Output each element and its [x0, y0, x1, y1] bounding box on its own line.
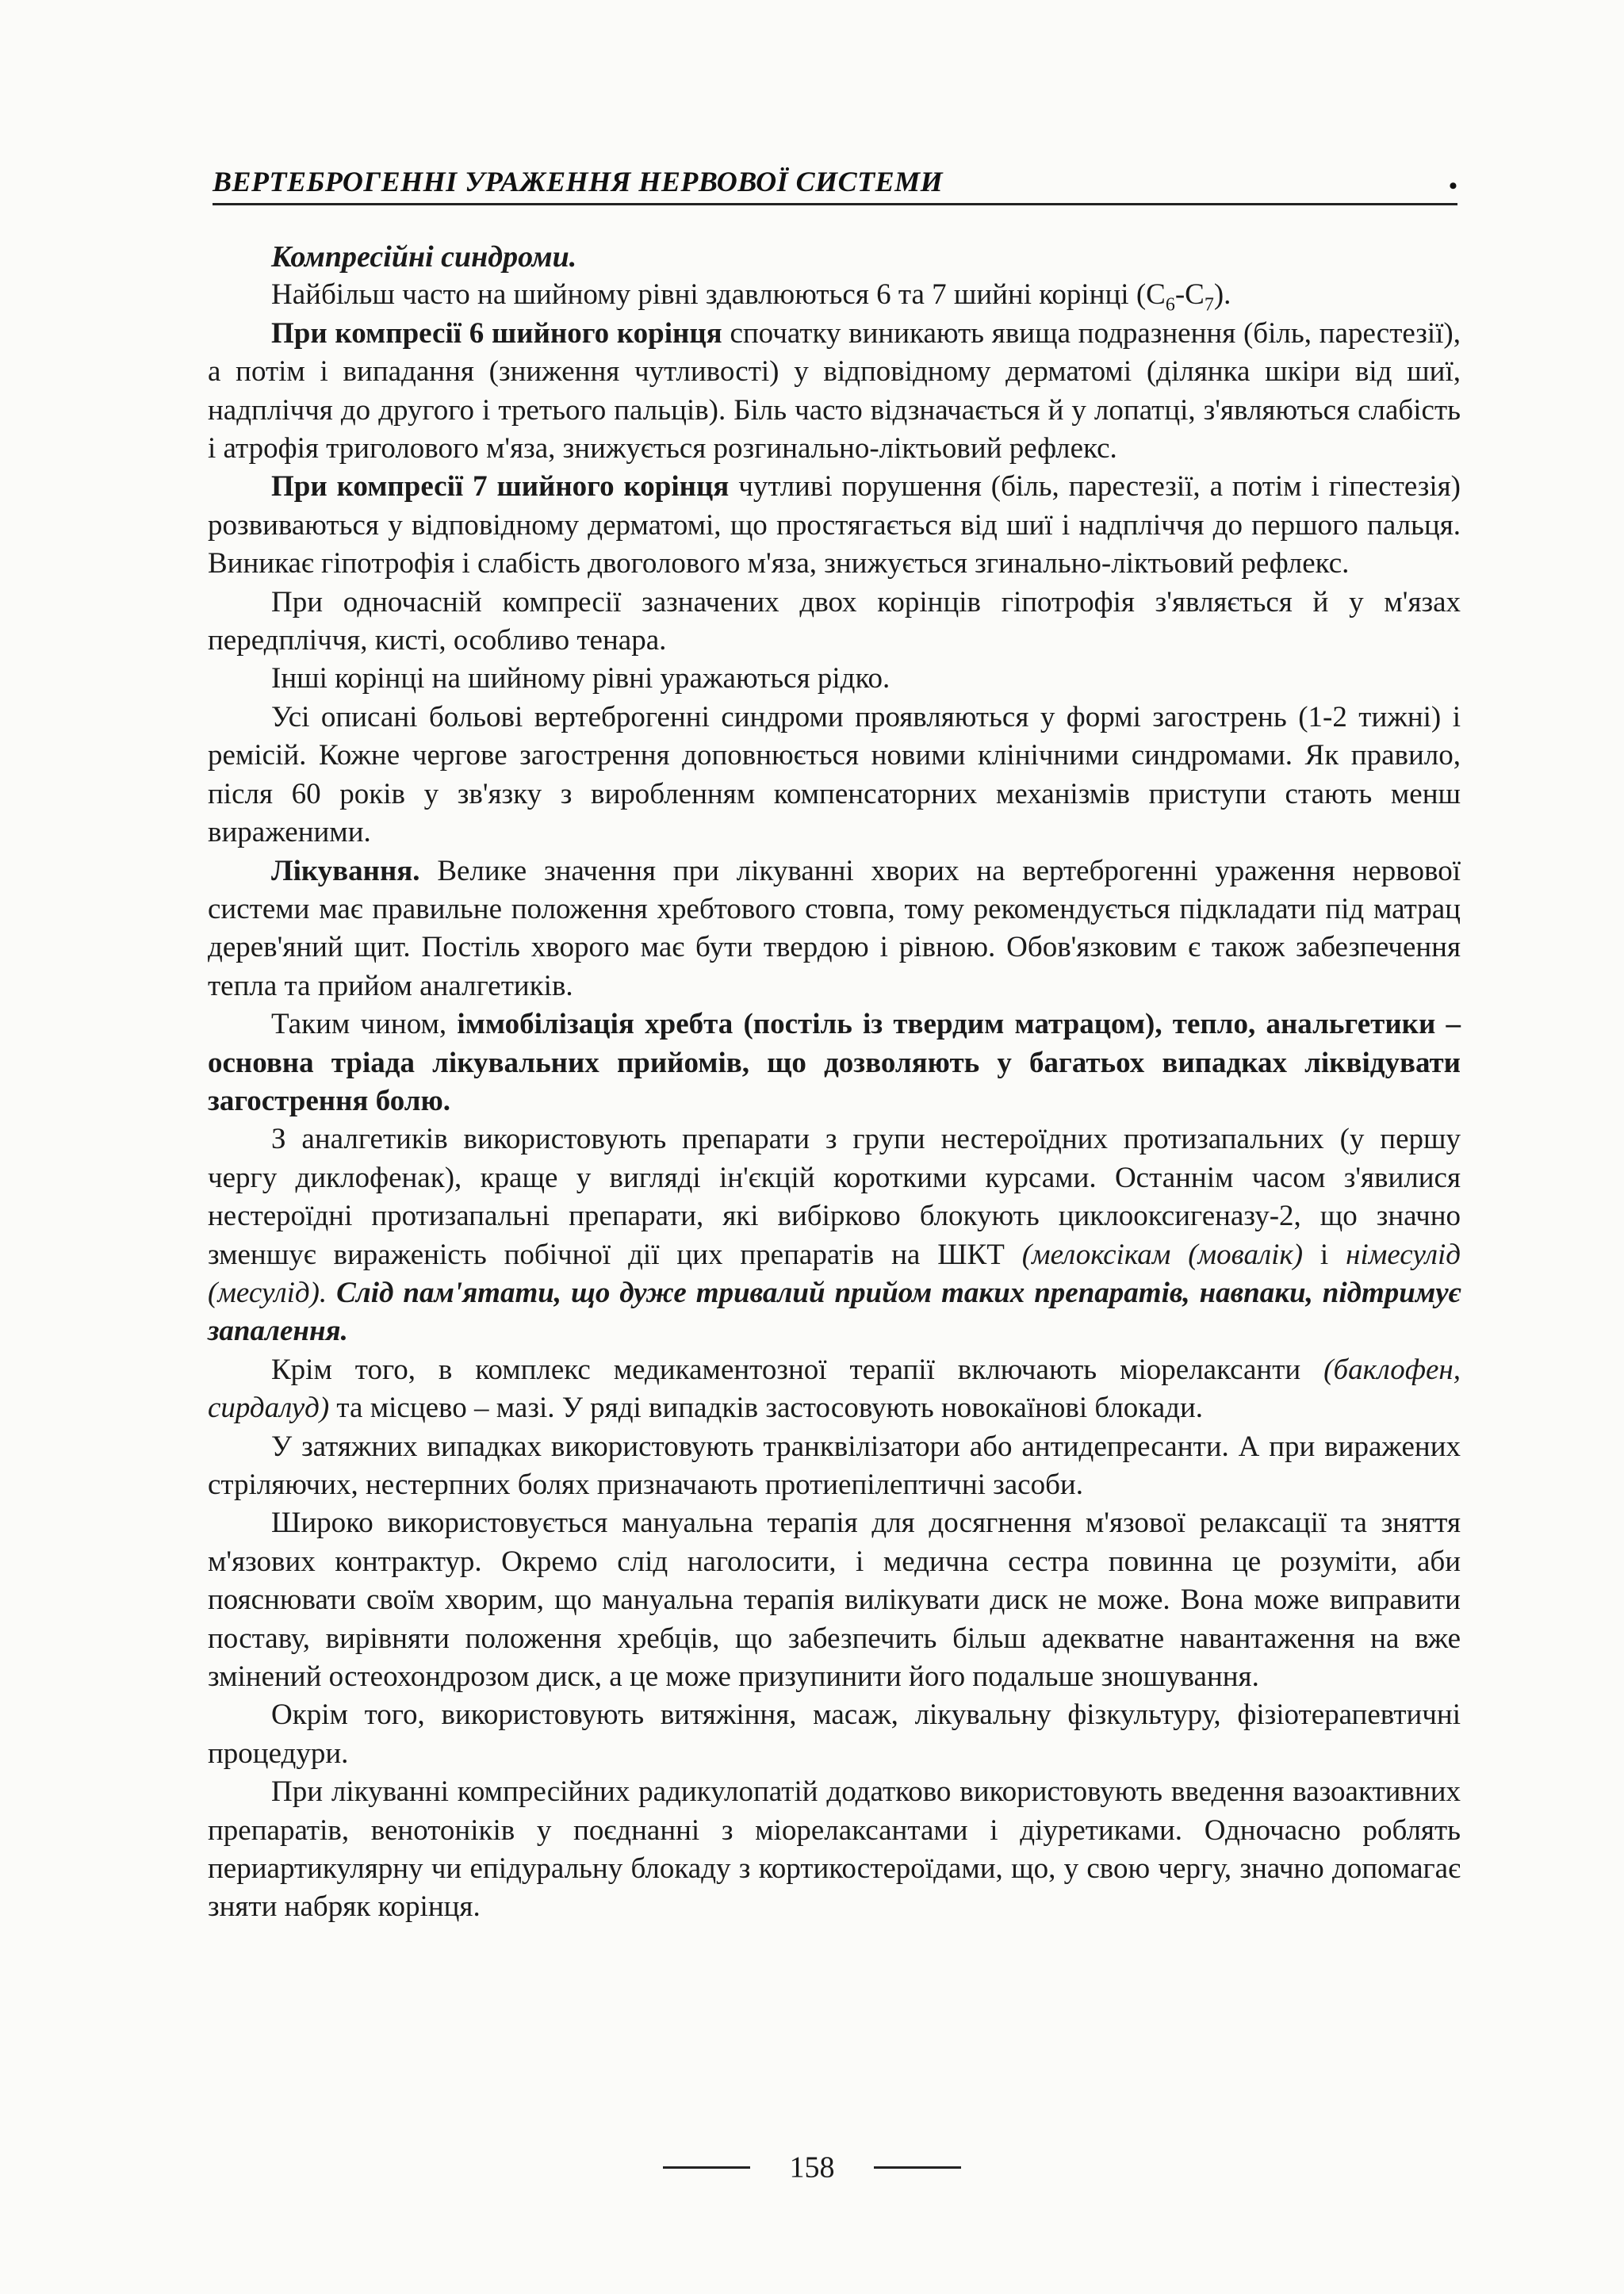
running-title: ВЕРТЕБРОГЕННІ УРАЖЕННЯ НЕРВОВОЇ СИСТЕМИ — [213, 166, 944, 197]
paragraph: Крім того, в комплекс медикаментозної терапії включають міорелаксанти (баклофен, сирдалуд) та місцево – мазі. У ряді випадків застосовують новокаїнові блокади. — [208, 1353, 1461, 1425]
paragraph: Таким чином, іммобілізація хребта (постіль із твердим матрацом), тепло, анальгетики – основна тріада лікувальних прийомів, що дозволяють у багатьох випадках ліквідувати загострення болю. — [208, 1008, 1461, 1117]
header-rule — [213, 203, 1457, 205]
bold-lead: Лікування. — [271, 854, 420, 887]
bold-italic-note: Слід пам'ятати, що дуже тривалий прийом таких препаратів, навпаки, підтримує запалення. — [208, 1276, 1461, 1348]
page-number: 158 — [789, 2150, 835, 2185]
running-header — [213, 165, 1457, 200]
header-bullet: • — [1448, 173, 1457, 199]
paragraph: З аналгетиків використовують препарати з групи нестероїдних протизапальних (у першу чергу диклофенак), краще у вигляді ін'єкцій короткими курсами. Останнім часом з'явилися нестероїдні протизапальні препарати, які вибірково блокують циклооксигеназу-2, що значно зменшує вираженість побічної дії цих препаратів на ШКТ (мелоксікам (мовалік) і німесулід (месулід). Слід пам'ятати, що дуже тривалий прийом таких препаратів, навпаки, підтримує запалення. — [208, 1123, 1461, 1348]
paragraph: При лікуванні компресійних радикулопатій додатково використовують введення вазоактивних препаратів, венотоніків у поєднанні з міорелаксантами і діуретиками. Одночасно роблять периартикулярну чи епідуральну блокаду з кортикостероїдами, що, у свою чергу, значно допомагає зняти набряк корінця. — [208, 1775, 1461, 1924]
paragraph: Інші корінці на шийному рівні уражаються рідко. — [271, 662, 891, 695]
paragraph: При одночасній компресії зазначених двох корінців гіпотрофія з'являється й у м'язах передпліччя, кисті, особливо тенара. — [208, 585, 1461, 657]
paragraph: Лікування. Велике значення при лікуванні хворих на вертеброгенні ураження нервової системи має правильне положення хребтового стовпа, тому рекомендується підкладати під матрац дерев'яний щит. Постіль хворого має бути твердою і рівною. Обов'язковим є також забезпечення тепла та прийом аналгетиків. — [208, 854, 1461, 1002]
footer-dash-right — [874, 2166, 961, 2169]
paragraph: Найбільш часто на шийному рівні здавлюються 6 та 7 шийні корінці $(C_6-C_7)$. — [271, 278, 1231, 316]
paragraph: При компресії 6 шийного корінця спочатку виникають явища подразнення (біль, парестезії), а потім і випадання (зниження чутливості) у відповідному дерматомі (ділянка шкіри від шиї, надпліччя до другого і третього пальців). Біль часто відзначається й у лопатці, з'являються слабість і атрофія триголового м'яза, знижується розгинально-ліктьовий рефлекс. — [208, 316, 1461, 465]
bold-lead: При компресії 7 шийного корінця — [271, 470, 730, 504]
paragraph: Широко використовується мануальна терапія для досягнення м'язової релаксації та зняття м'язових контрактур. Окремо слід наголосити, і медична сестра повинна це розуміти, аби пояснювати своїм хворим, що мануальна терапія вилікувати диск не може. Вона може виправити поставу, вирівняти положення хребців, що забезпечить більш адекватне навантаження на вже змінений остеохондрозом диск, а це може призупинити його подальше зношування. — [208, 1507, 1461, 1694]
bold-lead: При компресії 6 шийного корінця — [271, 316, 722, 350]
footer-dash-left — [663, 2166, 750, 2169]
page-footer — [0, 2147, 1624, 2187]
bold-emphasis: іммобілізація хребта (постіль із твердим матрацом), тепло, анальгетики – основна тріада лікувальних прийомів, що дозволяють у багатьох випадках ліквідувати загострення болю. — [208, 1008, 1461, 1117]
paragraph: При компресії 7 шийного корінця чутливі порушення (біль, парестезії, а потім і гіпестезія) розвиваються у відповідному дерматомі, що простягається від шиї і надпліччя до першого пальця. Виникає гіпотрофія і слабість двоголового м'яза, знижується згинально-ліктьовий рефлекс. — [208, 470, 1461, 580]
section-title: Компресійні синдроми. — [271, 240, 577, 274]
paragraph: Окрім того, використовують витяжіння, масаж, лікувальну фізкультуру, фізіотерапевтичні процедури. — [208, 1698, 1461, 1770]
paragraph: Усі описані больові вертеброгенні синдроми проявляються у формі загострень (1-2 тижні) і ремісій. Кожне чергове загострення доповнюється новими клінічними синдромами. Як правило, після 60 років у зв'язку з виробленням компенсаторних механізмів приступи стають менш вираженими. — [208, 700, 1461, 849]
body-text — [208, 238, 1461, 1927]
paragraph: У затяжних випадках використовують транквілізатори або антидепресанти. А при виражених стріляючих, нестерпних болях призначають протиепілептичні засоби. — [208, 1430, 1461, 1501]
